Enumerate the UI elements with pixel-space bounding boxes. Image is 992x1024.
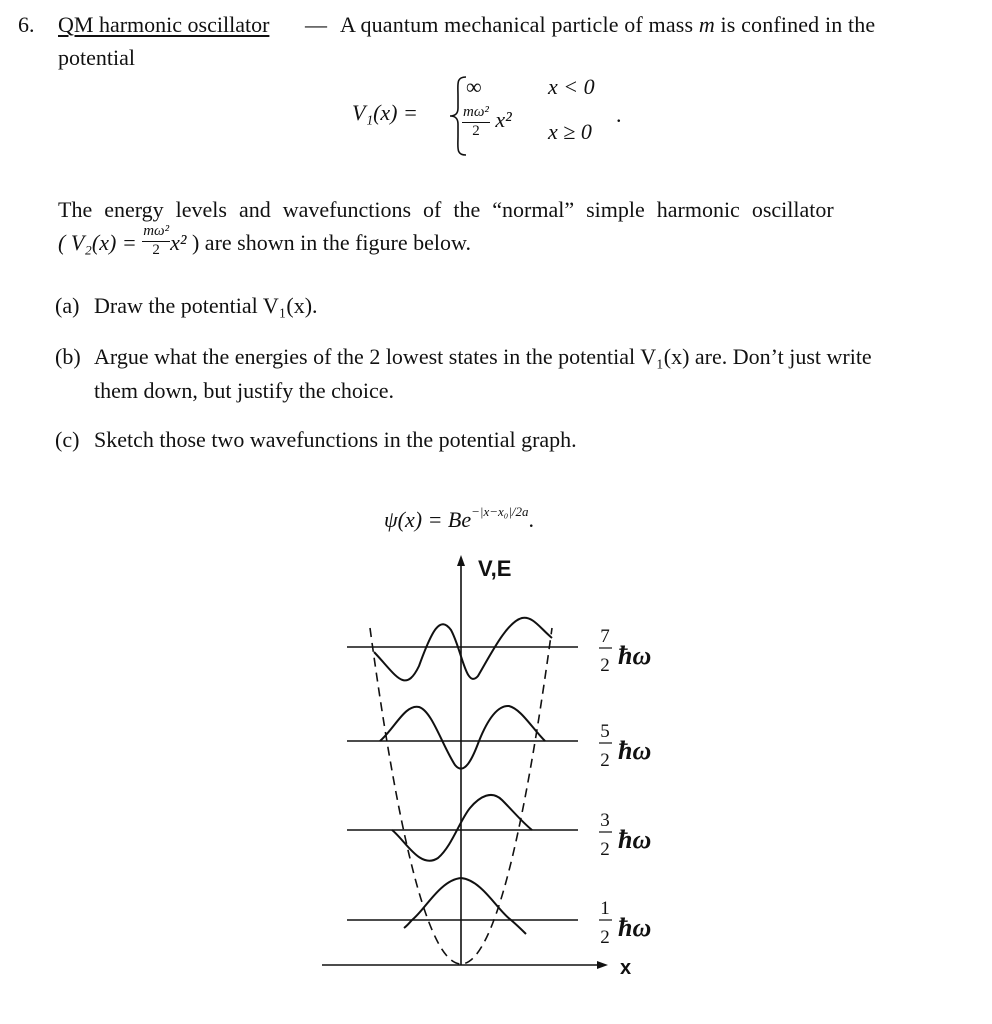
part-c-label: (c) xyxy=(55,427,80,452)
psi-lhs: ψ(x) = Be xyxy=(384,507,472,532)
energy-label-n3 xyxy=(599,626,651,676)
paragraph-frac-den: 2 xyxy=(152,241,160,258)
part-b-text: Argue what the energies of the 2 lowest states in the potential V₁(x) are. Don’t just write xyxy=(94,344,872,369)
energy-unit-n3: ħω xyxy=(618,641,652,670)
wavefunction-n2 xyxy=(380,706,545,769)
problem-title: QM harmonic oscillator xyxy=(58,12,270,37)
mass-symbol: m xyxy=(698,12,715,37)
case1-condition: x < 0 xyxy=(548,74,595,99)
wavefunction-n0 xyxy=(412,878,526,934)
intro-line1: A quantum mechanical particle of mass xyxy=(340,12,694,37)
problem-number: 6. xyxy=(18,12,35,37)
energy-num-n3: 7 xyxy=(600,626,610,647)
part-c-text: Sketch those two wavefunctions in the potential graph. xyxy=(94,427,577,452)
case2-frac-num: mω² xyxy=(462,105,490,123)
part-a-label: (a) xyxy=(55,293,80,318)
part-a-text: Draw the potential V₁(x). xyxy=(94,293,318,318)
case2-frac-den: 2 xyxy=(472,122,480,139)
energy-den-n3: 2 xyxy=(600,655,610,676)
potential-lhs: V₁(x) = xyxy=(352,100,418,125)
paragraph-line1: The energy levels and wavefunctions of the “normal” simple harmonic oscillator xyxy=(58,197,834,222)
part-b-label: (b) xyxy=(55,344,81,369)
energy-num-n0: 1 xyxy=(600,898,610,919)
case1-value: ∞ xyxy=(466,74,482,99)
energy-num-n1: 3 xyxy=(600,810,610,831)
energy-den-n1: 2 xyxy=(600,839,610,860)
intro-line2: potential xyxy=(58,45,135,70)
x-axis-arrow xyxy=(597,961,608,969)
energy-unit-n1: ħω xyxy=(618,825,652,854)
intro-line1-end: is confined in the xyxy=(720,12,876,37)
psi-period: . xyxy=(528,507,535,532)
energy-unit-n0: ħω xyxy=(618,913,652,942)
paragraph-close: ) are shown in the figure below. xyxy=(191,230,471,256)
wavefunction-n0-tail xyxy=(404,920,412,928)
case2-x: x² xyxy=(495,107,512,133)
energy-unit-n2: ħω xyxy=(618,736,652,765)
part-b-text2: them down, but justify the choice. xyxy=(94,378,394,403)
psi-exponent: −|x−x₀|/2a xyxy=(471,503,529,519)
case2-condition: x ≥ 0 xyxy=(548,119,592,144)
paragraph-x: x² xyxy=(170,230,187,256)
energy-label-n1 xyxy=(599,810,651,860)
x-axis-label: x xyxy=(620,957,632,979)
energy-label-n0 xyxy=(599,898,651,948)
y-axis-label: V,E xyxy=(478,556,512,581)
title-dash: — xyxy=(305,12,327,37)
paragraph-frac-num: mω² xyxy=(142,224,170,242)
energy-den-n2: 2 xyxy=(600,750,610,771)
energy-label-n2 xyxy=(599,721,651,771)
wavefunction-n3 xyxy=(374,618,552,681)
wavefunction-n1 xyxy=(392,795,532,861)
paragraph-v2: ( V₂(x) = xyxy=(58,230,137,256)
energy-num-n2: 5 xyxy=(600,721,610,742)
potential-period: . xyxy=(616,102,622,127)
energy-den-n0: 2 xyxy=(600,927,610,948)
y-axis-arrow xyxy=(457,555,465,566)
